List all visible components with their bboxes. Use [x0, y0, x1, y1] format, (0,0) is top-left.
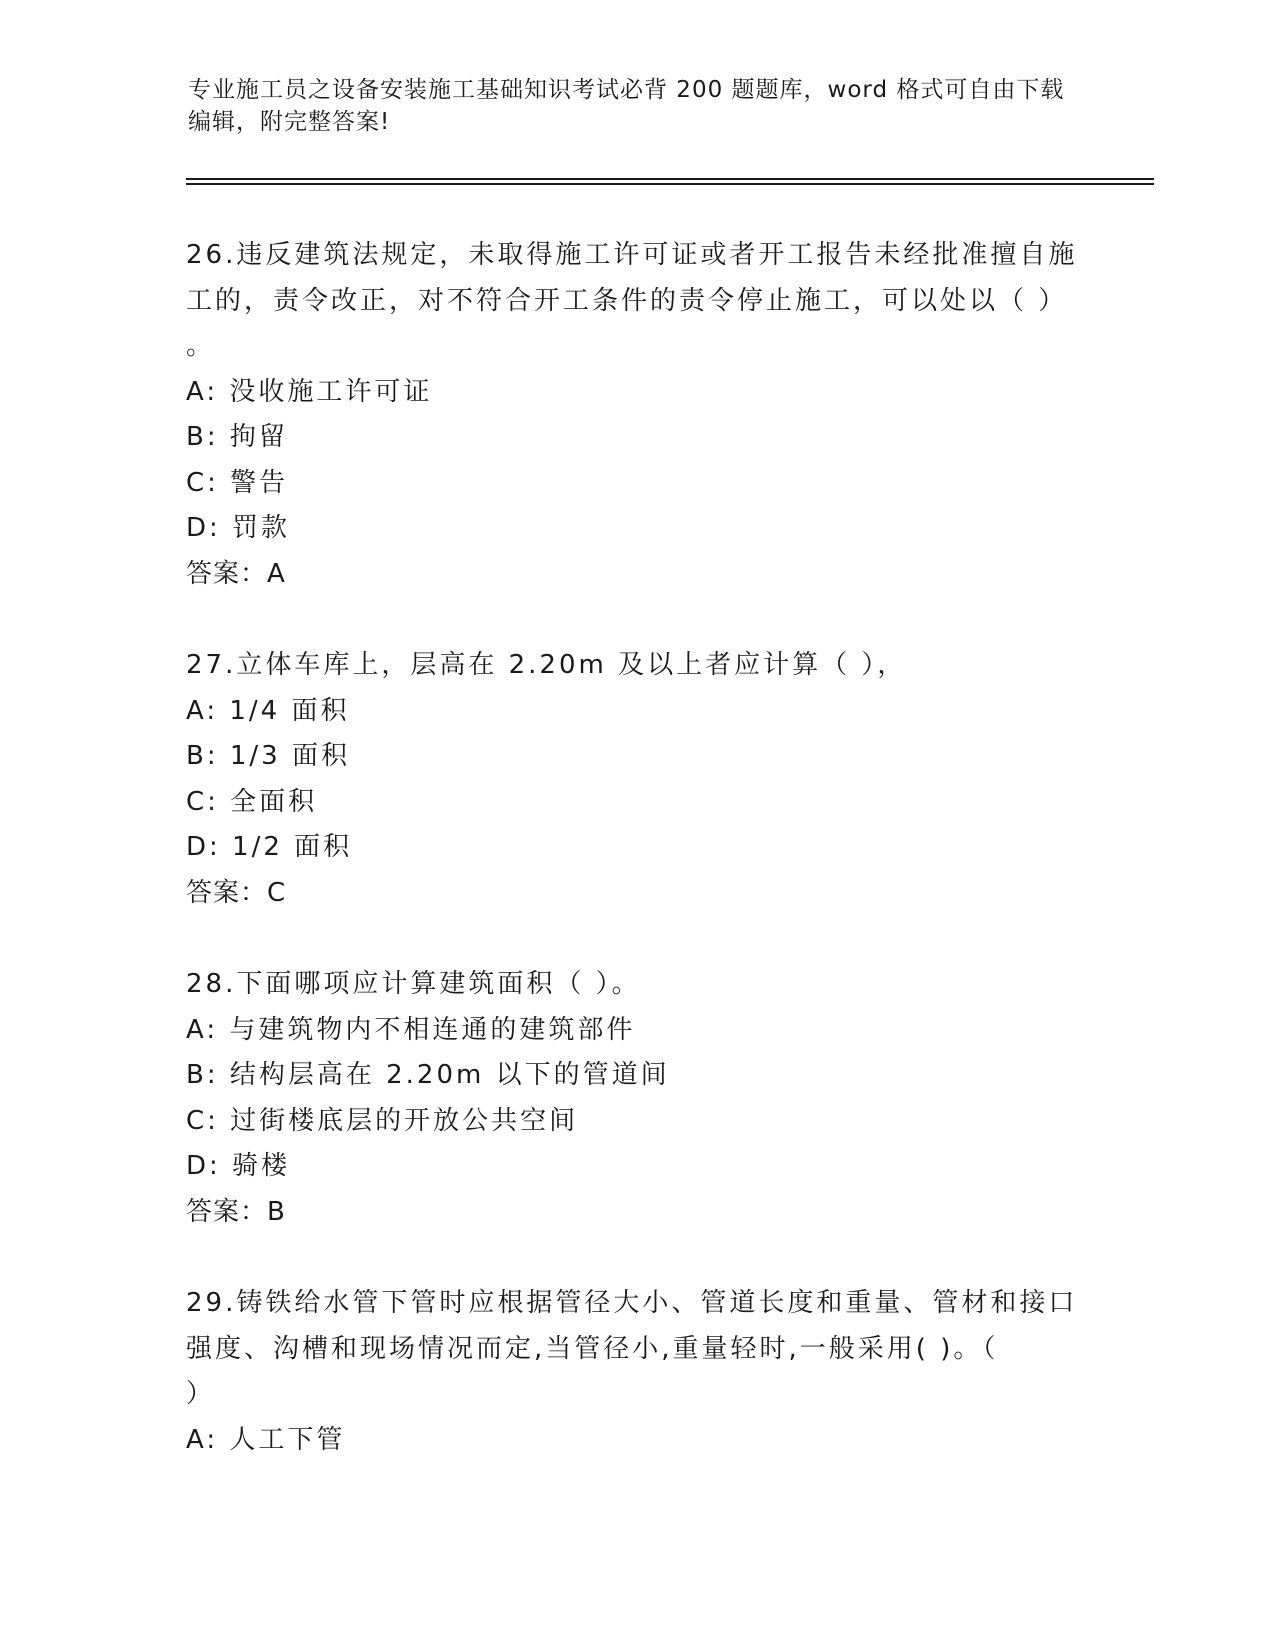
answer: 答案：C [186, 877, 287, 908]
option-a: A: 人工下管 [186, 1424, 346, 1455]
header-title-line-1: 专业施工员之设备安装施工基础知识考试必背 200 题题库，word 格式可自由下载 [188, 77, 1065, 103]
question-stem: 。 [186, 331, 216, 361]
question-stem: 强度、沟槽和现场情况而定,当管径小,重量轻时,一般采用( )。（ [186, 1333, 999, 1364]
header-divider-top [186, 178, 1154, 180]
question-29 [186, 1281, 1086, 1463]
option-d: D: 1/2 面积 [186, 832, 353, 862]
question-stem: ） [186, 1379, 216, 1409]
option-d: D: 骑楼 [186, 1151, 291, 1181]
question-stem: 29.铸铁给水管下管时应根据管径大小、管道长度和重量、管材和接口 [186, 1288, 1078, 1318]
option-d: D: 罚款 [186, 513, 291, 543]
option-c: C: 警告 [186, 467, 289, 498]
question-28 [186, 962, 1086, 1235]
answer: 答案：A [186, 558, 286, 589]
header-divider-bottom [186, 183, 1154, 185]
option-c: C: 全面积 [186, 786, 318, 817]
question-stem: 28.下面哪项应计算建筑面积（ ）。 [186, 969, 641, 999]
answer: 答案：B [186, 1196, 286, 1227]
option-b: B: 结构层高在 2.20m 以下的管道间 [186, 1060, 670, 1090]
option-a: A: 与建筑物内不相连通的建筑部件 [186, 1014, 636, 1045]
question-stem: 26.违反建筑法规定，未取得施工许可证或者开工报告未经批准擅自施 [186, 240, 1078, 270]
question-27 [186, 643, 1086, 916]
option-a: A: 没收施工许可证 [186, 376, 433, 407]
document-header [188, 74, 1068, 138]
question-stem: 工的，责令改正，对不符合开工条件的责令停止施工，可以处以（ ） [186, 285, 1068, 316]
question-26 [186, 233, 1086, 597]
header-title-line-2: 编辑，附完整答案! [188, 109, 391, 135]
option-b: B: 1/3 面积 [186, 741, 350, 771]
option-c: C: 过街楼底层的开放公共空间 [186, 1105, 579, 1136]
question-stem: 27.立体车库上，层高在 2.20m 及以上者应计算（ ）， [186, 650, 907, 680]
option-b: B: 拘留 [186, 422, 288, 452]
option-a: A: 1/4 面积 [186, 695, 350, 726]
